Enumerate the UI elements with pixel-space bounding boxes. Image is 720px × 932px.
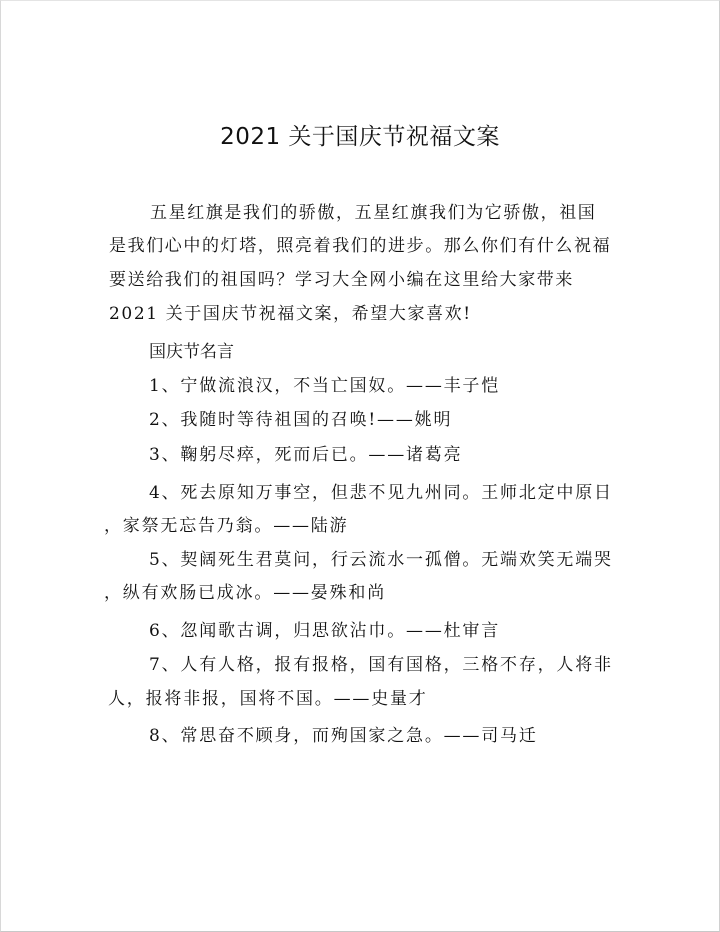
quote-line-4: 4、死去原知万事空，但悲不见九州同。王师北定中原日 (149, 483, 613, 503)
intro-line-1: 五星红旗是我们的骄傲，五星红旗我们为它骄傲，祖国 (150, 203, 597, 223)
document-title: 2021 关于国庆节祝福文案 (220, 124, 500, 150)
quote-line-8: 6、忽闻歌古调，归思欲沾巾。——杜审言 (149, 621, 501, 641)
section-heading: 国庆节名言 (149, 342, 234, 362)
intro-line-3: 要送给我们的祖国吗？学习大全网小编在这里给大家带来 (109, 270, 574, 290)
quote-line-11: 8、常思奋不顾身，而殉国家之急。——司马迁 (149, 726, 538, 746)
quote-line-7: ，纵有欢肠已成冰。——晏殊和尚 (104, 583, 386, 603)
quote-line-10: 人，报将非报，国将不国。——史量才 (108, 689, 428, 709)
intro-line-4: 2021 关于国庆节祝福文案，希望大家喜欢! (109, 304, 472, 324)
quote-line-5: ，家祭无忘告乃翁。——陆游 (104, 516, 349, 536)
quote-line-2: 2、我随时等待祖国的召唤!——姚明 (149, 410, 453, 430)
quote-line-3: 3、鞠躬尽瘁，死而后已。——诸葛亮 (149, 445, 463, 465)
quote-line-6: 5、契阔死生君莫问，行云流水一孤僧。无端欢笑无端哭 (149, 550, 613, 570)
quote-line-9: 7、人有人格，报有报格，国有国格，三格不存，人将非 (149, 655, 613, 675)
intro-line-2: 是我们心中的灯塔，照亮着我们的进步。那么你们有什么祝福 (109, 236, 612, 256)
quote-line-1: 1、宁做流浪汉，不当亡国奴。——丰子恺 (149, 376, 501, 396)
